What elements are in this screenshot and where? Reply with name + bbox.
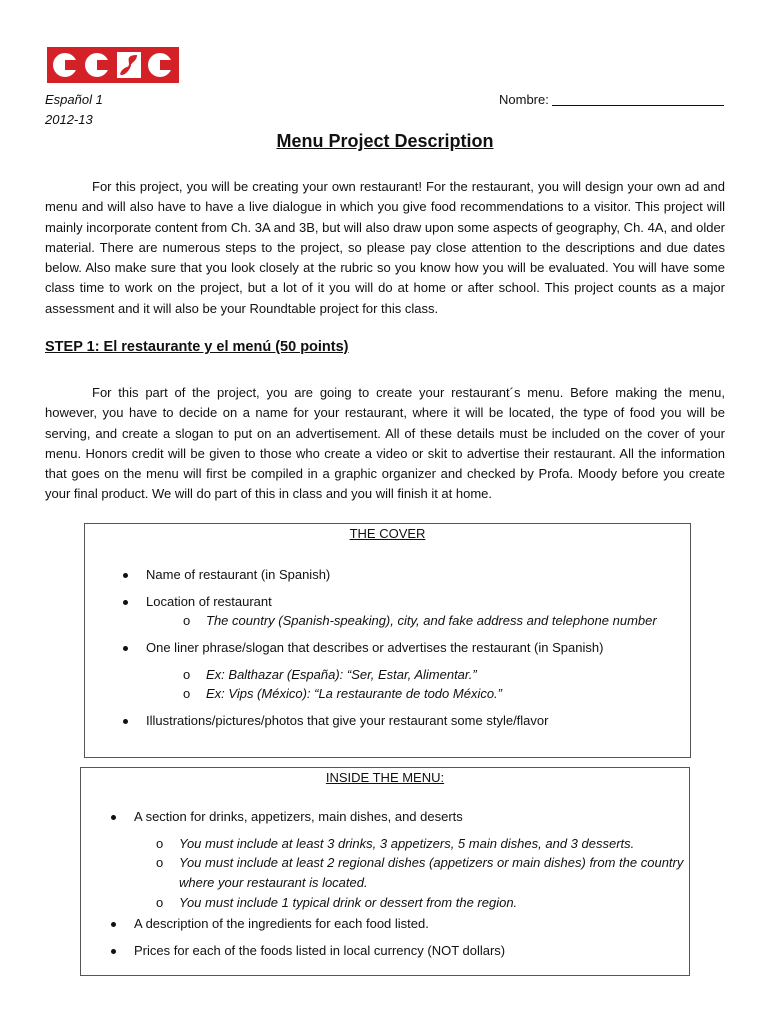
list-subitem: o Ex: Balthazar (España): “Ser, Estar, Alimentar.” xyxy=(206,667,477,682)
list-item: Location of restaurant xyxy=(146,594,272,609)
step1-paragraph: For this part of the project, you are going to create your restaurant´s menu. Before making the menu, however, you have to decide on a name for your restaurant, where it will be located, the type of food you will be serving, and create a slogan to put on an advertisement. All of these details must be included on the cover of your menu. Honors credit will be given to those who create a video or skit to advertise their restaurant. All the information that goes on the menu will first be compiled in a graphic organizer and checked by Profa. Moody before you create your final product. We will do part of this in class and you will finish it at home. xyxy=(45,385,725,502)
list-item: One liner phrase/slogan that describes or advertises the restaurant (in Spanish) xyxy=(146,640,604,655)
name-label: Nombre: xyxy=(499,92,549,107)
course-name: Español 1 xyxy=(45,92,103,107)
intro-paragraph: For this project, you will be creating your own restaurant! For the restaurant, you will design your own ad and menu and will also have to have a live dialogue in which you give food recommendations to a visitor. This project will mainly incorporate content from Ch. 3A and 3B, but will also draw upon some aspects of geography, Ch. 4A, and older material. There are numerous steps to the project, so please pay close attention to the descriptions and due dates below. Also make sure that you look closely at the rubric so you know how you will be evaluated. You will have some class time to work on the project, but a lot of it you will do at home or after school. This project counts as a major assessment and it will also be your Roundtable project for this class. xyxy=(45,179,725,316)
page-title: Menu Project Description xyxy=(276,131,494,151)
school-year: 2012-13 xyxy=(45,112,93,127)
list-subitem: o You must include at least 3 drinks, 3 appetizers, 5 main dishes, and 3 desserts. xyxy=(179,836,634,851)
list-subitem: o You must include 1 typical drink or dessert from the region. xyxy=(179,895,517,910)
list-item: Prices for each of the foods listed in local currency (NOT dollars) xyxy=(134,943,506,958)
list-item: Illustrations/pictures/photos that give your restaurant some style/flavor xyxy=(146,713,549,728)
list-item: A description of the ingredients for each food listed. xyxy=(134,916,429,931)
step1-heading: STEP 1: El restaurante y el menú (50 points) xyxy=(45,339,349,355)
cover-heading: THE COVER xyxy=(349,526,426,541)
name-blank-line xyxy=(552,92,724,106)
list-subitem: o You must include at least 2 regional dishes (appetizers or main dishes) from the country xyxy=(179,855,683,870)
list-subitem-continued: where your restaurant is located. xyxy=(179,875,368,890)
list-item: A section for drinks, appetizers, main dishes, and deserts xyxy=(134,809,463,824)
list-subitem: o The country (Spanish-speaking), city, and fake address and telephone number xyxy=(206,613,657,628)
cover-box xyxy=(84,523,691,758)
ccsc-logo xyxy=(47,47,179,83)
inside-menu-box xyxy=(80,767,690,976)
inside-heading: INSIDE THE MENU: xyxy=(325,770,445,785)
list-subitem: o Ex: Vips (México): “La restaurante de todo México.” xyxy=(206,686,502,701)
list-item: Name of restaurant (in Spanish) xyxy=(146,567,331,582)
